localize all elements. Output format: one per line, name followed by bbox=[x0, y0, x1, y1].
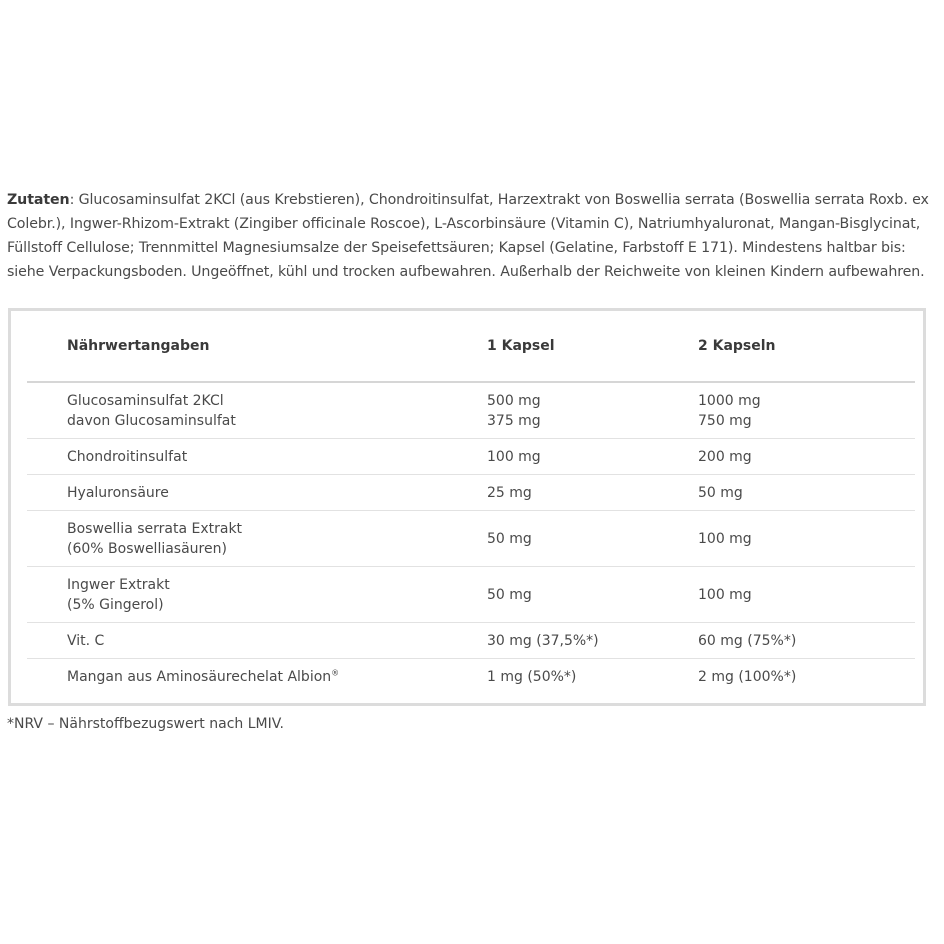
row-one-capsule: 25 mg bbox=[487, 475, 698, 511]
table-row bbox=[27, 382, 915, 439]
table-row bbox=[27, 439, 915, 475]
row-two-capsules: 50 mg bbox=[698, 475, 915, 511]
row-name bbox=[27, 659, 487, 695]
table-row bbox=[27, 659, 915, 695]
ingredients-paragraph bbox=[7, 188, 935, 284]
row-one-capsule bbox=[487, 382, 698, 439]
row-two-capsules: 100 mg bbox=[698, 511, 915, 567]
nutrition-table-box bbox=[8, 308, 926, 706]
row-two-capsules: 2 mg (100%*) bbox=[698, 668, 797, 685]
row-name-line1: Glucosaminsulfat 2KCl bbox=[67, 392, 224, 409]
row-name-line2: (60% Boswelliasäuren) bbox=[67, 540, 227, 557]
row-two-capsules: 100 mg bbox=[698, 567, 915, 623]
table-row bbox=[27, 511, 915, 567]
row-two-line2: 750 mg bbox=[698, 412, 752, 429]
row-two-capsules bbox=[698, 382, 915, 439]
footnote-nrv: *NRV – Nährstoffbezugswert nach LMIV. bbox=[7, 716, 284, 732]
table-header-row bbox=[27, 311, 915, 382]
row-one-capsule: 1 mg (50%*) bbox=[487, 668, 577, 685]
table-row bbox=[27, 623, 915, 659]
row-two-capsules: 60 mg (75%*) bbox=[698, 623, 915, 659]
ingredients-text: : Glucosaminsulfat 2KCl (aus Krebstieren), Chondroitinsulfat, Harzextrakt von Boswellia serrata (Boswellia serrata Roxb. ex Colebr.), Ingwer-Rhizom-Extrakt (Zingiber officinale Roscoe), L-Ascorbinsäure (Vitamin C), Natriumhyaluronat, Mangan-Bisglycinat, Füllstoff Cellulose; Trennmittel Magnesiumsalze der Speisefettsäuren; Kapsel (Gelatine, Farbstoff E 171). Mindestens haltbar bis: siehe Verpackungsboden. Ungeöffnet, kühl und trocken aufbewahren. Außerhalb der Reichweite von kleinen Kindern aufbewahren. bbox=[7, 192, 929, 280]
row-name-line2: davon Glucosaminsulfat bbox=[67, 412, 236, 429]
row-name-line1: Boswellia serrata Extrakt bbox=[67, 520, 243, 537]
row-name: Chondroitinsulfat bbox=[27, 439, 487, 475]
table-row bbox=[27, 567, 915, 623]
registered-mark: ® bbox=[331, 667, 340, 677]
row-one-capsule: 100 mg bbox=[487, 439, 698, 475]
row-name-line1: Ingwer Extrakt bbox=[67, 576, 170, 593]
row-one-capsule: 30 mg (37,5%*) bbox=[487, 623, 698, 659]
header-nutrition-facts: Nährwertangaben bbox=[27, 311, 487, 382]
row-one-capsule: 50 mg bbox=[487, 567, 698, 623]
row-two-line1: 1000 mg bbox=[698, 392, 761, 409]
row-name bbox=[27, 511, 487, 567]
header-two-capsules: 2 Kapseln bbox=[698, 311, 915, 382]
row-one-line2: 375 mg bbox=[487, 412, 541, 429]
nutrition-table bbox=[27, 311, 915, 694]
row-name-line2: (5% Gingerol) bbox=[67, 596, 164, 613]
row-one-capsule: 50 mg bbox=[487, 511, 698, 567]
row-two-capsules: 200 mg bbox=[698, 439, 915, 475]
row-name: Hyaluronsäure bbox=[27, 475, 487, 511]
table-row bbox=[27, 475, 915, 511]
row-name-text: Mangan aus Aminosäurechelat Albion bbox=[67, 668, 332, 685]
row-one-line1: 500 mg bbox=[487, 392, 541, 409]
header-one-capsule: 1 Kapsel bbox=[487, 311, 698, 382]
ingredients-label: Zutaten bbox=[7, 192, 70, 208]
row-name: Vit. C bbox=[27, 623, 487, 659]
row-name bbox=[27, 382, 487, 439]
row-name bbox=[27, 567, 487, 623]
